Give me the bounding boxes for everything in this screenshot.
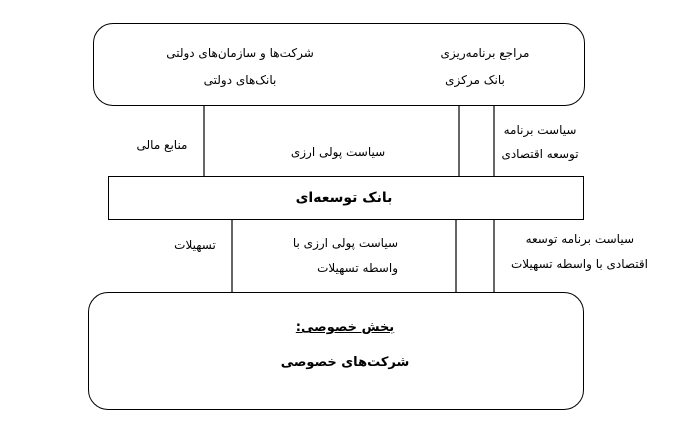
monetary-facilities-line2: واسطه تسهیلات bbox=[317, 261, 398, 275]
state-companies-label: شرکت‌ها و سازمان‌های دولتی bbox=[166, 46, 314, 60]
private-sector-heading: بخش خصوصی: bbox=[295, 320, 395, 335]
monetary-facilities-line1: سیاست پولی ارزی با bbox=[292, 236, 398, 250]
program-facilities-line2: اقتصادی با واسطه تسهیلات bbox=[510, 257, 648, 271]
program-policy-line1: سیاست برنامه bbox=[503, 123, 577, 137]
financial-resources-label: منابع مالی bbox=[136, 138, 188, 152]
development-bank-title: بانک توسعه‌ای bbox=[295, 190, 393, 206]
monetary-policy-label: سیاست پولی ارزی bbox=[290, 145, 386, 159]
top-box bbox=[93, 23, 585, 106]
central-bank-label: بانک مرکزی bbox=[445, 73, 505, 87]
state-banks-label: بانک‌های دولتی bbox=[203, 73, 277, 87]
facilities-label: تسهیلات bbox=[174, 238, 216, 252]
planning-authorities-label: مراجع برنامه‌ریزی bbox=[440, 46, 530, 60]
program-facilities-line1: سیاست برنامه توسعه bbox=[525, 232, 634, 246]
private-sector-box bbox=[88, 292, 584, 410]
private-companies-label: شرکت‌های خصوصی bbox=[280, 355, 410, 370]
program-policy-line2: توسعه اقتصادی bbox=[501, 147, 579, 161]
